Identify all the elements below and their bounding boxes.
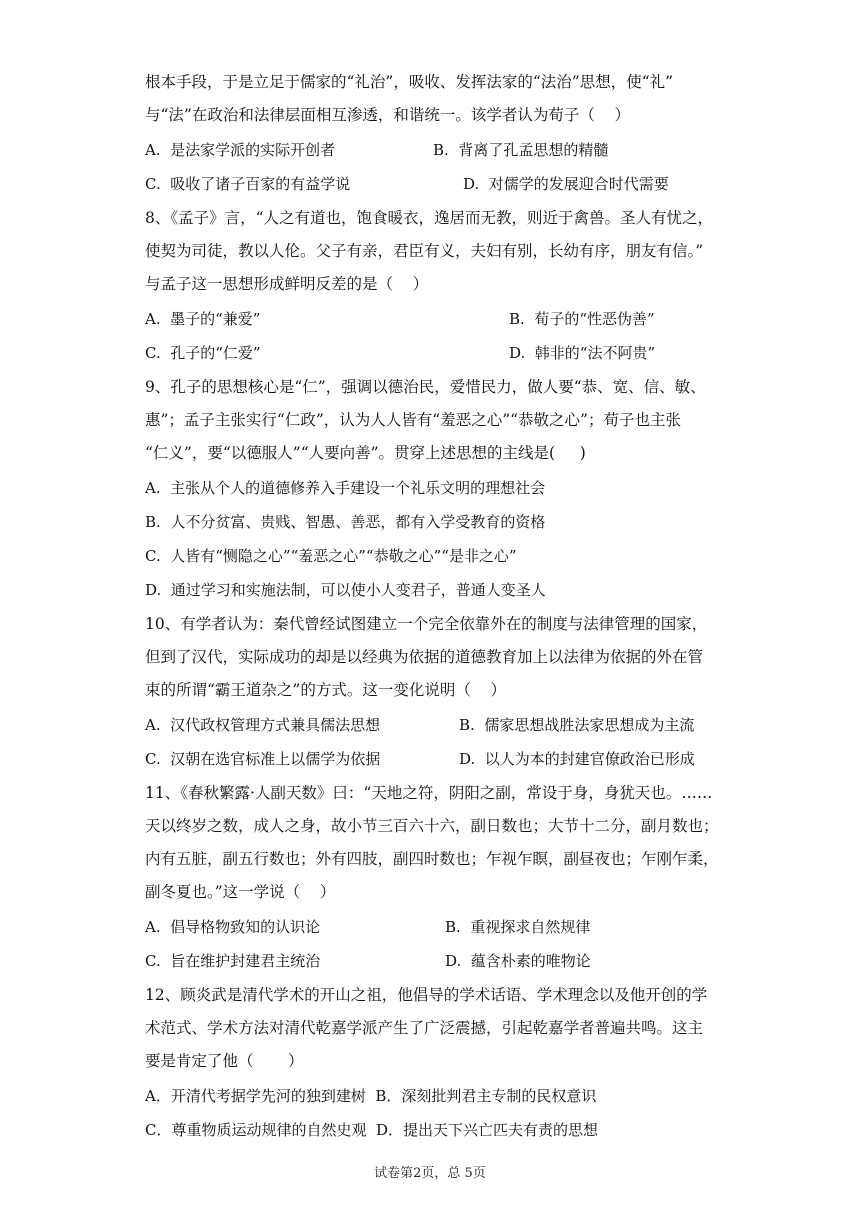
q11-option-a: A. 倡导格物致知的认识论 <box>145 918 321 936</box>
q9-line-3: “仁义”，要“以德服人”“人要向善”。贯穿上述思想的主线是( ) <box>145 444 586 462</box>
q10-line-2: 但到了汉代，实际成功的却是以经典为依据的道德教育加上以法律为依据的外在管 <box>145 648 704 666</box>
q8-line-2: 使契为司徒，教以人伦。父子有亲，君臣有义，夫妇有别，长幼有序，朋友有信。” <box>145 242 704 260</box>
q11-option-c: C. 旨在维护封建君主统治 <box>145 952 321 970</box>
q12-option-cd: C．尊重物质运动规律的自然史观 D．提出天下兴亡匹夫有责的思想 <box>145 1121 599 1139</box>
q10-line-1: 10、有学者认为：秦代曾经试图建立一个完全依靠外在的制度与法律管理的国家， <box>145 615 708 633</box>
q9-line-1: 9、孔子的思想核心是“仁”，强调以德治民，爱惜民力，做人要“恭、宽、信、敏、 <box>145 378 706 396</box>
q11-line-2: 天以终岁之数，成人之身，故小节三百六十六，副日数也；大节十二分，副月数也； <box>145 817 719 835</box>
q7-line-2: 与“法”在政治和法律层面相互渗透，和谐统一。该学者认为荀子（ ） <box>145 106 631 124</box>
q11-option-b: B. 重视探求自然规律 <box>445 918 591 936</box>
q7-option-a: A. 是法家学派的实际开创者 <box>145 141 336 159</box>
q9-option-c: C. 人皆有“恻隐之心”“羞恶之心”“恭敬之心”“是非之心” <box>145 547 517 565</box>
q9-option-b: B. 人不分贫富、贵贱、智愚、善恶，都有入学受教育的资格 <box>145 513 546 531</box>
q7-line-1: 根本手段，于是立足于儒家的“礼治”，吸收、发挥法家的“法治”思想，使“礼” <box>145 73 674 91</box>
q7-option-d: D. 对儒学的发展迎合时代需要 <box>463 175 669 193</box>
q8-option-b: B. 荀子的“性恶伪善” <box>509 310 655 328</box>
q9-line-2: 惠”；孟子主张实行“仁政”，认为人人皆有“羞恶之心”“恭敬之心”；荀子也主张 <box>145 411 681 429</box>
q12-line-3: 要是肯定了他（ ） <box>145 1052 304 1070</box>
q9-option-d: D. 通过学习和实施法制，可以使小人变君子，普通人变圣人 <box>145 581 546 599</box>
q7-option-b: B. 背离了孔孟思想的精髓 <box>433 141 609 159</box>
page-footer: 试卷第2页，总 5页 <box>374 1166 486 1181</box>
q8-line-1: 8、《孟子》言，“人之有道也，饱食暖衣，逸居而无教，则近于禽兽。圣人有忧之， <box>145 209 714 227</box>
q11-line-3: 内有五脏，副五行数也；外有四肢，副四时数也；乍视乍瞑，副昼夜也；乍刚乍柔， <box>145 850 719 868</box>
q8-option-d: D. 韩非的“法不阿贵” <box>509 344 656 362</box>
q12-line-2: 术范式、学术方法对清代乾嘉学派产生了广泛震撼，引起乾嘉学者普遍共鸣。这主 <box>145 1019 704 1037</box>
q8-option-c: C. 孔子的“仁爱” <box>145 344 261 362</box>
q7-option-c: C. 吸收了诸子百家的有益学说 <box>145 175 351 193</box>
q8-line-3: 与孟子这一思想形成鲜明反差的是（ ） <box>145 275 429 293</box>
q10-option-d: D. 以人为本的封建官僚政治已形成 <box>459 750 695 768</box>
q8-option-a: A. 墨子的“兼爱” <box>145 310 261 328</box>
q11-line-4: 副冬夏也。”这一学说（ ） <box>145 883 336 901</box>
q12-option-ab: A．开清代考据学先河的独到建树 B．深刻批判君主专制的民权意识 <box>145 1087 597 1105</box>
q11-option-d: D. 蕴含朴素的唯物论 <box>445 952 591 970</box>
q10-option-a: A. 汉代政权管理方式兼具儒法思想 <box>145 716 381 734</box>
q11-line-1: 11、《春秋繁露·人副天数》曰：“天地之符，阴阳之副，常设于身，身犹天也。…… <box>145 784 713 802</box>
q10-option-c: C. 汉朝在选官标准上以儒学为依据 <box>145 750 381 768</box>
q12-line-1: 12、顾炎武是清代学术的开山之祖，他倡导的学术话语、学术理念以及他开创的学 <box>145 986 708 1004</box>
q9-option-a: A. 主张从个人的道德修养入手建设一个礼乐文明的理想社会 <box>145 479 546 497</box>
q10-option-b: B. 儒家思想战胜法家思想成为主流 <box>459 716 695 734</box>
q10-line-3: 束的所谓“霸王道杂之”的方式。这一变化说明（ ） <box>145 681 507 699</box>
